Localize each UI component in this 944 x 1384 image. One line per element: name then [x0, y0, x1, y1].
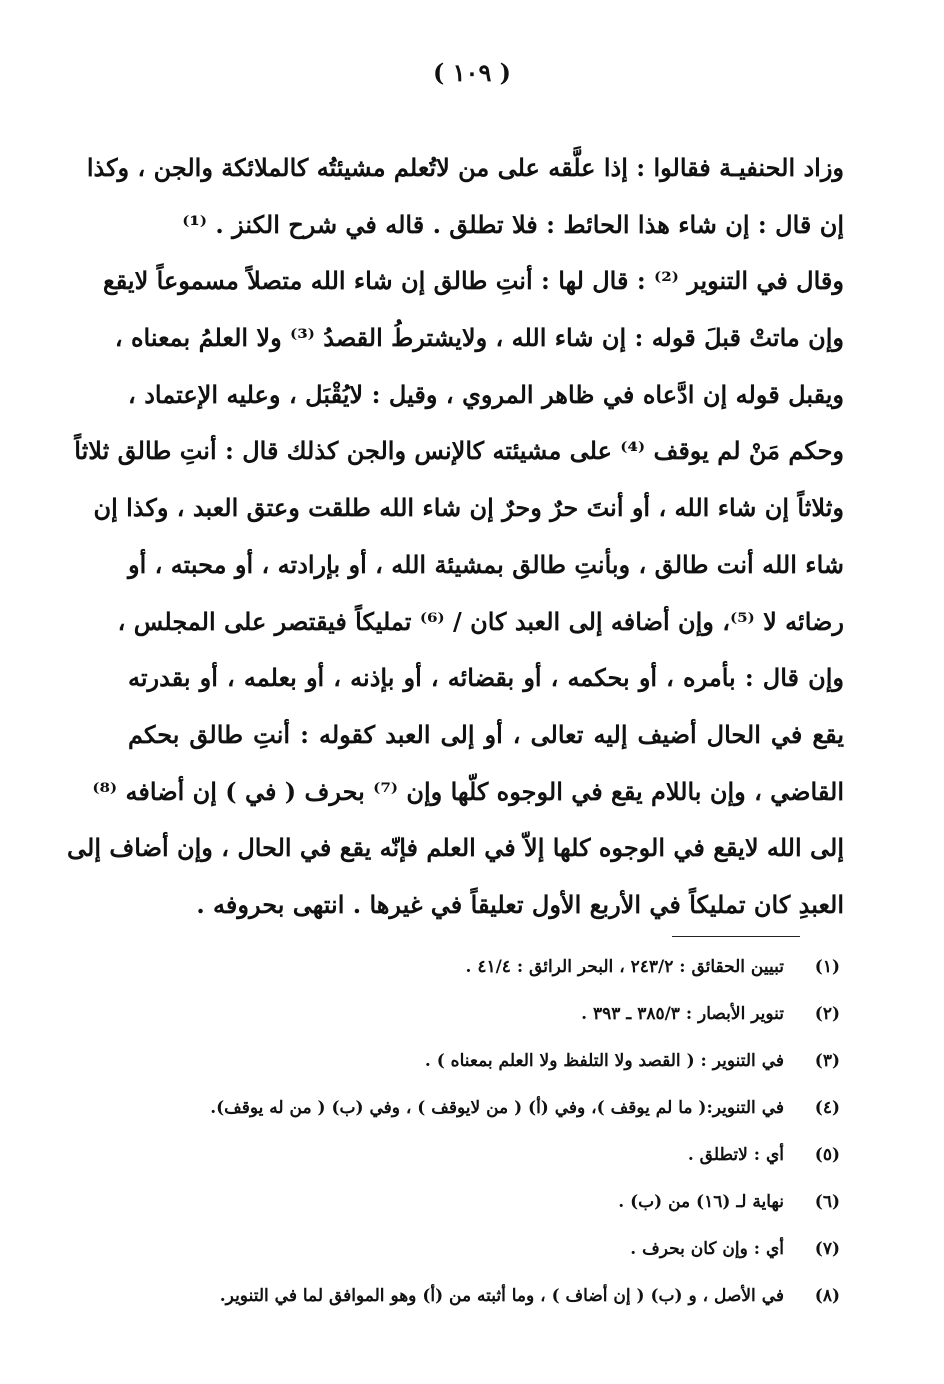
- footnote-text: في الأصل ، و (ب) ( إن أضاف ) ، وما أثبته من (أ) وهو الموافق لما في التنوير.: [219, 1286, 784, 1306]
- footnote-text: في التنوير : ( القصد ولا التلفظ ولا العلم بمعناه ) .: [424, 1051, 784, 1071]
- footnotes: [120, 944, 840, 1320]
- footnote-number: (٤): [814, 1098, 840, 1118]
- footnote: [120, 991, 840, 1038]
- page-number: ( ١٠٩ ): [432, 58, 512, 87]
- text-line: إلى الله لايقع في الوجوه كلها إلاّ في العلم فإنّه يقع في الحال ، وإن أضاف إلى: [67, 833, 844, 863]
- footnote: [120, 1132, 840, 1179]
- main-text: [67, 140, 844, 934]
- text-line: رضائه لا ⁽⁵⁾، وإن أضافه إلى العبد كان / ⁽⁶⁾ تمليكاً فيقتصر على المجلس ،: [117, 606, 844, 636]
- footnote-number: (٦): [814, 1192, 840, 1212]
- footnote: [120, 1273, 840, 1320]
- footnote-text: في التنوير:( ما لم يوقف )، وفي (أ) ( من لايوقف ) ، وفي (ب) ( من له يوقف).: [210, 1098, 784, 1118]
- text-line: شاء الله أنت طالق ، وبأنتِ طالق بمشيئة الله ، أو بإرادته ، أو محبته ، أو: [128, 549, 844, 579]
- text-line: وإن ماتتْ قبلَ قوله : إن شاء الله ، ولايشترطُ القصدُ ⁽³⁾ ولا العلمُ بمعناه ،: [114, 323, 844, 353]
- text-line: القاضي ، وإن باللام يقع في الوجوه كلّها وإن ⁽⁷⁾ بحرف ( في ) إن أضافه ⁽⁸⁾: [92, 776, 844, 806]
- footnote-text: أي : وإن كان بحرف .: [630, 1239, 784, 1259]
- footnote-text: أي : لاتطلق .: [687, 1145, 784, 1165]
- footnote: [120, 1038, 840, 1085]
- footnote-number: (٥): [814, 1145, 840, 1165]
- text-line: وزاد الحنفيـة فقالوا : إذا علَّقه على من لاتُعلم مشيئتُه كالملائكة والجن ، وكذا: [86, 153, 844, 182]
- text-line: وإن قال : بأمره ، أو بحكمه ، أو بقضائه ، أو بإذنه ، أو بعلمه ، أو بقدرته: [128, 663, 844, 693]
- footnote-number: (٧): [814, 1239, 840, 1259]
- footnote-text: تنوير الأبصار : ٣٨٥/٣ ـ ٣٩٣ .: [581, 1004, 784, 1024]
- text-line: ويقبل قوله إن ادَّعاه في ظاهر المروي ، وقيل : لايُقْبَل ، وعليه الإعتماد ،: [128, 379, 844, 409]
- footnote-number: (٢): [814, 1004, 840, 1024]
- footnote-number: (٣): [814, 1051, 840, 1071]
- footnote: [120, 1085, 840, 1132]
- text-line: وثلاثاً إن شاء الله ، أو أنتَ حرٌ وحرٌ إن شاء الله طلقت وعتق العبد ، وكذا إن: [93, 493, 844, 523]
- footnote: [120, 1226, 840, 1273]
- footnote: [120, 1179, 840, 1226]
- footnote-separator: [672, 936, 800, 937]
- footnote-text: نهاية لـ (١٦) من (ب) .: [618, 1192, 784, 1212]
- text-line: وحكم مَنْ لم يوقف ⁽⁴⁾ على مشيئته كالإنس والجن كذلك قال : أنتِ طالق ثلاثاً: [74, 436, 844, 466]
- footnote-number: (٨): [814, 1286, 840, 1306]
- footnote: [120, 944, 840, 991]
- text-line: إن قال : إن شاء هذا الحائط : فلا تطلق . قاله في شرح الكنز . ⁽¹⁾: [182, 209, 844, 239]
- text-line: وقال في التنوير ⁽²⁾ : قال لها : أنتِ طالق إن شاء الله متصلاً مسموعاً لايقع: [103, 266, 844, 296]
- text-line: يقع في الحال أضيف إليه تعالى ، أو إلى العبد كقوله : أنتِ طالق بحكم: [128, 719, 844, 749]
- footnote-number: (١): [814, 957, 840, 977]
- text-line: العبدِ كان تمليكاً في الأربع الأول تعليقاً في غيرها . انتهى بحروفه .: [196, 889, 844, 919]
- footnote-text: تبيين الحقائق : ٢٤٣/٢ ، البحر الرائق : ٤١/٤ .: [465, 957, 784, 977]
